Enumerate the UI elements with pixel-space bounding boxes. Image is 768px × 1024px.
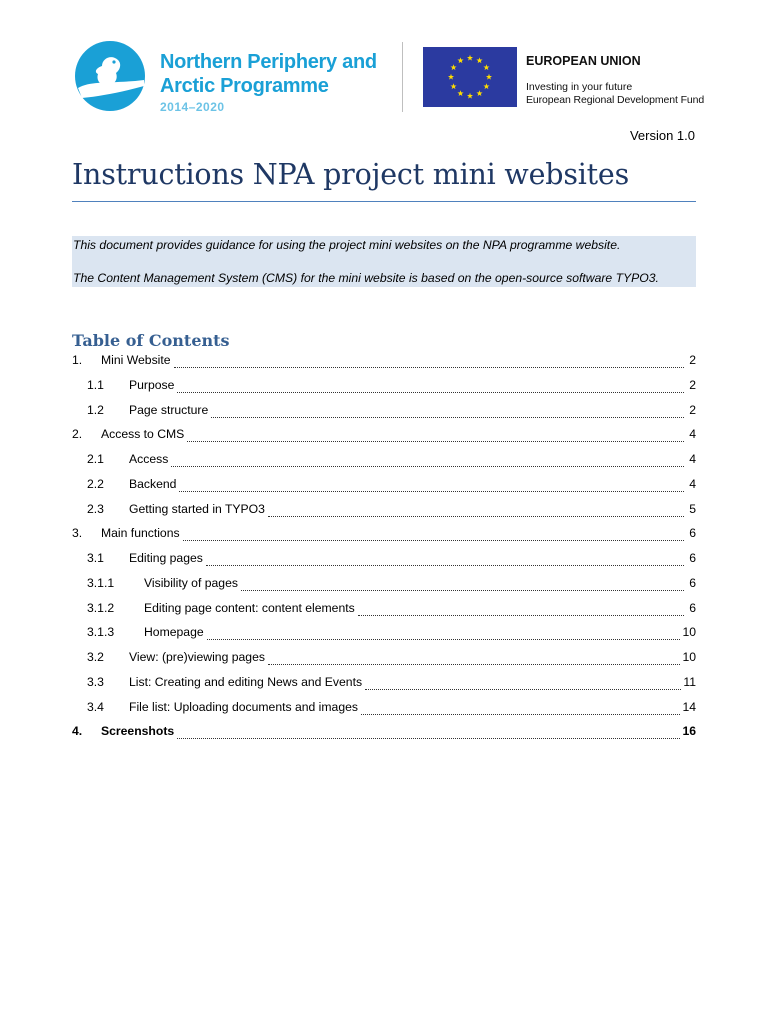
toc-leader-dots bbox=[183, 529, 684, 541]
toc-entry-label: File list: Uploading documents and images bbox=[129, 700, 358, 714]
logo-divider bbox=[402, 42, 403, 112]
toc-entry-page: 4 bbox=[689, 452, 696, 466]
toc-entry-number: 3. bbox=[72, 526, 83, 540]
toc-entry-page: 6 bbox=[689, 601, 696, 615]
toc-entry-number: 3.1 bbox=[87, 551, 104, 565]
npa-name-line1: Northern Periphery and bbox=[160, 51, 377, 73]
toc-entry-label: Screenshots bbox=[101, 724, 175, 738]
toc-entry[interactable] bbox=[72, 601, 696, 621]
title-underline bbox=[72, 201, 696, 202]
toc-entry[interactable] bbox=[72, 403, 696, 423]
toc-entry-page: 16 bbox=[682, 724, 696, 738]
toc-entry-number: 3.1.3 bbox=[87, 625, 115, 639]
eu-subtitle-2: European Regional Development Fund bbox=[526, 94, 705, 106]
toc-entry-label: Main functions bbox=[101, 526, 180, 540]
toc-entry-page: 2 bbox=[689, 353, 696, 367]
eu-flag-icon bbox=[423, 47, 517, 107]
intro-paragraph-2: The Content Management System (CMS) for the mini website is based on the open-source software TYPO3. bbox=[73, 271, 659, 285]
toc-entry-page: 14 bbox=[682, 700, 696, 714]
toc-entry-page: 6 bbox=[689, 551, 696, 565]
toc-entry[interactable] bbox=[72, 551, 696, 571]
toc-entry[interactable] bbox=[72, 378, 696, 398]
toc-entry-label: View: (pre)viewing pages bbox=[129, 650, 265, 664]
toc-leader-dots bbox=[207, 628, 681, 640]
toc-entry-label: Purpose bbox=[129, 378, 175, 392]
toc-entry[interactable] bbox=[72, 576, 696, 596]
toc-entry-number: 3.4 bbox=[87, 700, 104, 714]
toc-entry-page: 6 bbox=[689, 576, 696, 590]
toc-entry-page: 10 bbox=[682, 650, 696, 664]
document-header bbox=[0, 0, 768, 120]
toc-entry-page: 10 bbox=[682, 625, 696, 639]
toc-entry-number: 4. bbox=[72, 724, 83, 738]
npa-logo-text bbox=[160, 50, 377, 114]
toc-entry-page: 5 bbox=[689, 502, 696, 516]
toc-entry-label: Access bbox=[129, 452, 169, 466]
toc-entry-label: List: Creating and editing News and Events bbox=[129, 675, 363, 689]
toc-leader-dots bbox=[241, 579, 684, 591]
toc-entry[interactable] bbox=[72, 700, 696, 720]
intro-box bbox=[72, 236, 696, 287]
toc-entry-page: 2 bbox=[689, 403, 696, 417]
toc-entry-number: 1.1 bbox=[87, 378, 104, 392]
toc-entry-number: 3.3 bbox=[87, 675, 104, 689]
toc-entry-label: Backend bbox=[129, 477, 177, 491]
toc-entry-number: 3.2 bbox=[87, 650, 104, 664]
toc-entry[interactable] bbox=[72, 502, 696, 522]
toc-leader-dots bbox=[177, 381, 684, 393]
toc-entry-number: 2.3 bbox=[87, 502, 104, 516]
toc-leader-dots bbox=[171, 455, 684, 467]
toc-leader-dots bbox=[361, 703, 680, 715]
toc-entry-label: Visibility of pages bbox=[144, 576, 238, 590]
toc-leader-dots bbox=[268, 505, 684, 517]
toc-leader-dots bbox=[211, 406, 684, 418]
toc-entry[interactable] bbox=[72, 724, 696, 744]
toc-entry[interactable] bbox=[72, 353, 696, 373]
toc-leader-dots bbox=[358, 604, 684, 616]
toc-leader-dots bbox=[179, 480, 684, 492]
toc-entry-page: 4 bbox=[689, 427, 696, 441]
toc-entry[interactable] bbox=[72, 427, 696, 447]
toc-entry[interactable] bbox=[72, 477, 696, 497]
toc-leader-dots bbox=[206, 554, 684, 566]
npa-logo-icon bbox=[72, 40, 148, 112]
toc-entry-label: Editing pages bbox=[129, 551, 203, 565]
toc-leader-dots bbox=[174, 356, 684, 368]
version-label: Version 1.0 bbox=[629, 128, 695, 143]
toc-entry-label: Mini Website bbox=[101, 353, 171, 367]
eu-title: EUROPEAN UNION bbox=[526, 54, 641, 68]
toc-entry-label: Access to CMS bbox=[101, 427, 185, 441]
toc-leader-dots bbox=[177, 727, 680, 739]
toc-entry[interactable] bbox=[72, 526, 696, 546]
toc-leader-dots bbox=[187, 430, 684, 442]
document-title: Instructions NPA project mini websites bbox=[72, 158, 630, 191]
toc-entry-number: 1. bbox=[72, 353, 83, 367]
toc-leader-dots bbox=[268, 653, 681, 665]
toc-entry-page: 11 bbox=[683, 675, 696, 689]
toc-entry-number: 2. bbox=[72, 427, 83, 441]
toc-entry-number: 3.1.2 bbox=[87, 601, 115, 615]
toc-entry[interactable] bbox=[72, 452, 696, 472]
toc-entry-page: 4 bbox=[689, 477, 696, 491]
toc-entry-label: Getting started in TYPO3 bbox=[129, 502, 265, 516]
toc-entry-label: Editing page content: content elements bbox=[144, 601, 355, 615]
toc-entry-page: 6 bbox=[689, 526, 696, 540]
toc-entry[interactable] bbox=[72, 650, 696, 670]
toc-entry-label: Homepage bbox=[144, 625, 204, 639]
intro-paragraph-1: This document provides guidance for using the project mini websites on the NPA programme website. bbox=[73, 238, 621, 252]
toc-entry-number: 3.1.1 bbox=[87, 576, 115, 590]
eu-subtitle-1: Investing in your future bbox=[526, 81, 633, 93]
toc-entry[interactable] bbox=[72, 675, 696, 695]
toc-entry-page: 2 bbox=[689, 378, 696, 392]
toc-heading: Table of Contents bbox=[72, 331, 230, 350]
toc-entry-number: 2.2 bbox=[87, 477, 104, 491]
toc-entry-number: 1.2 bbox=[87, 403, 104, 417]
toc-entry[interactable] bbox=[72, 625, 696, 645]
npa-name-line2: Arctic Programme bbox=[160, 75, 329, 97]
npa-years: 2014–2020 bbox=[160, 100, 225, 114]
toc-leader-dots bbox=[365, 678, 681, 690]
toc-entry-label: Page structure bbox=[129, 403, 209, 417]
toc-entry-number: 2.1 bbox=[87, 452, 104, 466]
